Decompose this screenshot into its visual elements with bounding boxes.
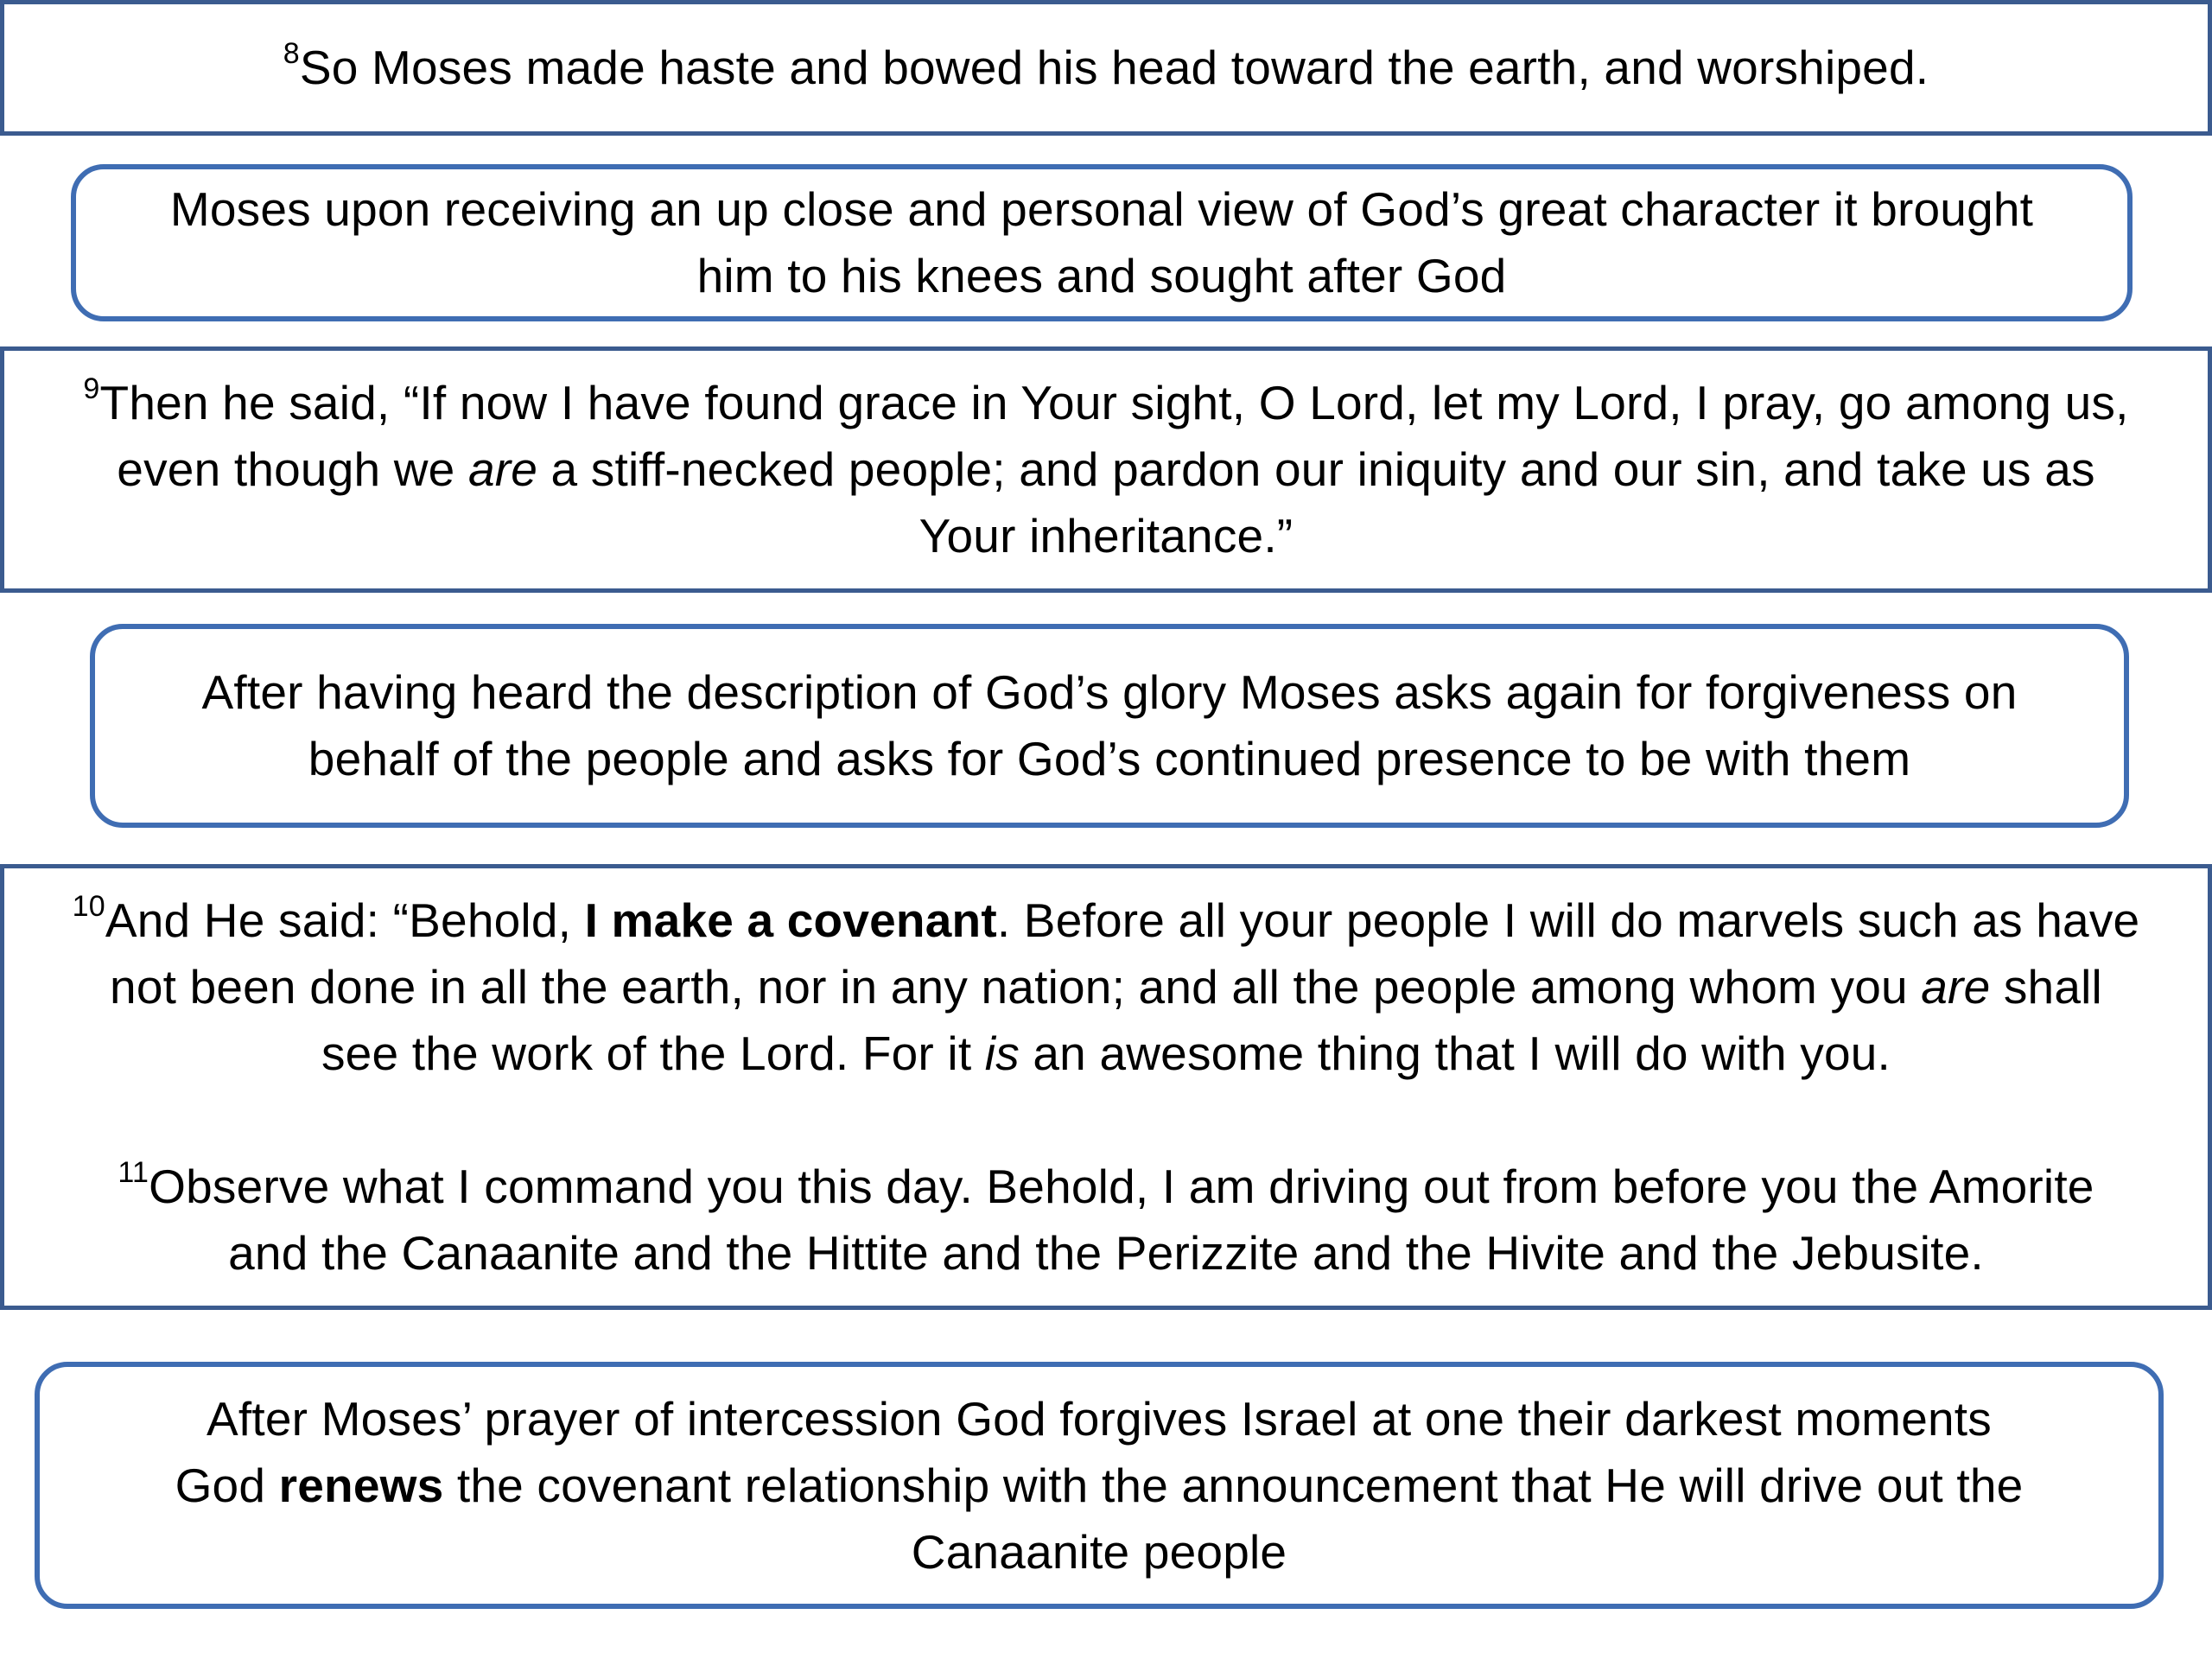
- verse-10-11-box: [0, 864, 2212, 1310]
- commentary-3-line-2-a: God: [175, 1458, 279, 1512]
- commentary-3-line-3: Canaanite people: [911, 1524, 1287, 1579]
- verse-10-line-1-a: And He said: “Behold,: [105, 893, 585, 947]
- verse-10-line-2-italic: are: [1921, 960, 1991, 1014]
- verse-9-line-2: [117, 436, 2094, 503]
- verse-10-line-1-b: . Before all your people I will do marvels such as have: [996, 893, 2140, 947]
- verse-11-number: 11: [118, 1156, 149, 1189]
- verse-9-line-2-b: a stiff-necked people; and pardon our iniquity and our sin, and take us as: [537, 442, 2095, 496]
- verse-9-line-2-a: even though we: [117, 442, 468, 496]
- verse-11-line-1: [118, 1154, 2094, 1220]
- verse-10-line-1-bold: I make a covenant: [584, 893, 997, 947]
- verse-10-line-3-b: an awesome thing that I will do with you.: [1019, 1027, 1891, 1080]
- commentary-3-line-2: [175, 1452, 2024, 1519]
- verse-8-text: So Moses made haste and bowed his head toward the earth, and worshiped.: [299, 41, 1929, 94]
- commentary-2-line-2: behalf of the people and asks for God’s continued presence to be with them: [308, 732, 1911, 785]
- verse-9-line-1: [83, 370, 2128, 436]
- verse-10-line-1: [73, 887, 2140, 954]
- commentary-box-2: [90, 624, 2129, 828]
- verse-9-line-3: Your inheritance.”: [918, 509, 1294, 563]
- verse-10-line-3-a: see the work of the Lord. For it: [321, 1027, 985, 1080]
- verse-10-number: 10: [72, 890, 105, 923]
- verse-8-number: 8: [283, 37, 300, 70]
- commentary-2-line-1: After having heard the description of God’s glory Moses asks again for forgiveness on: [201, 665, 2018, 719]
- verse-11-line-1-text: Observe what I command you this day. Behold, I am driving out from before you the Amorite: [149, 1160, 2094, 1213]
- verse-10-line-2: [110, 954, 2102, 1020]
- verse-10-line-3-italic: is: [984, 1027, 1020, 1080]
- commentary-3-line-2-b: the covenant relationship with the announcement that He will drive out the: [443, 1458, 2024, 1512]
- commentary-box-3: [35, 1362, 2164, 1609]
- commentary-1-line-2: him to his knees and sought after God: [696, 249, 1507, 302]
- commentary-box-1: [71, 164, 2133, 321]
- verse-9-line-1-text: Then he said, “If now I have found grace in Your sight, O Lord, let my Lord, I pray, go among us,: [99, 376, 2129, 429]
- verse-9-line-2-italic: are: [467, 442, 538, 496]
- verse-10-line-2-a: not been done in all the earth, nor in any nation; and all the people among whom you: [110, 960, 1922, 1014]
- commentary-1-line-1: Moses upon receiving an up close and personal view of God’s great character it brought: [169, 182, 2034, 236]
- commentary-3-line-1: After Moses’ prayer of intercession God forgives Israel at one their darkest moments: [207, 1391, 1992, 1446]
- verse-8-box: [0, 0, 2212, 136]
- verse-11-line-2: and the Canaanite and the Hittite and the Perizzite and the Hivite and the Jebusite.: [228, 1226, 1984, 1280]
- verse-8-line: [283, 35, 1929, 101]
- commentary-3-line-2-bold: renews: [278, 1458, 444, 1512]
- verse-10-line-3: [321, 1020, 1891, 1087]
- verse-9-box: [0, 346, 2212, 593]
- verse-10-line-2-b: shall: [1990, 960, 2102, 1014]
- verse-9-number: 9: [83, 372, 100, 405]
